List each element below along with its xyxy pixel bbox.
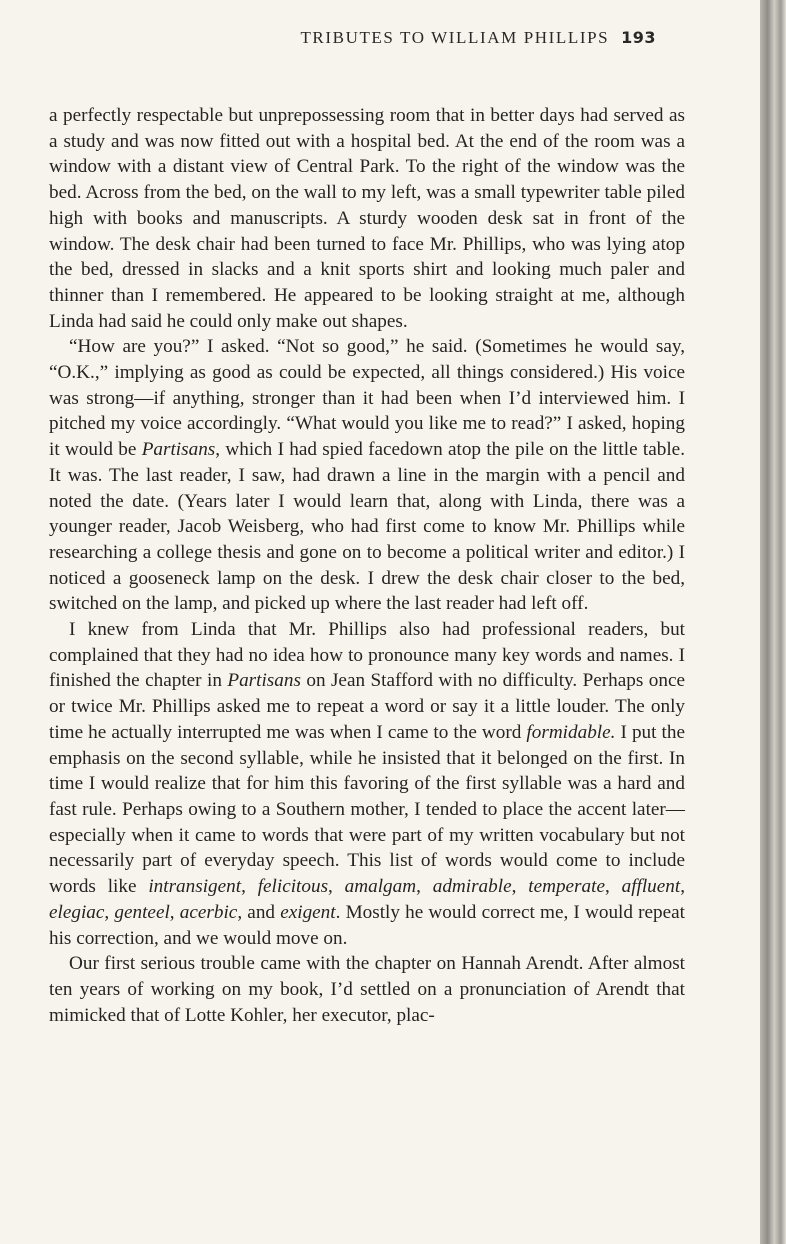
italic-text: elegiac [49, 901, 105, 923]
page-edge [760, 0, 786, 1244]
italic-text: temperate [528, 876, 605, 898]
running-title: TRIBUTES TO WILLIAM PHILLIPS [300, 28, 610, 47]
italic-text: felicitous [257, 876, 329, 898]
paragraph [49, 617, 685, 951]
italic-text: amalgam [344, 876, 417, 898]
text-segment: , which I had spied facedown atop the pile on the little table. It was. The last reader, I saw, had drawn a line in the margin with a pencil and noted the date. (Years later I would learn that, along with Linda, there was a younger reader, Jacob Weisberg, who had first come to know Mr. Phillips while researching a college thesis and gone on to become a political writer and editor.) I noticed a gooseneck lamp on the desk. I drew the desk chair closer to the bed, switched on the lamp, and picked up where the last reader had left off. [49, 439, 685, 615]
running-head [300, 28, 656, 48]
text-segment: . Mostly he would correct me, I would repeat his correction, and we would move on. [49, 901, 686, 949]
italic-text: genteel [114, 901, 170, 923]
text-segment: , [680, 876, 686, 898]
italic-text: admirable [432, 876, 512, 898]
text-segment: , [328, 876, 345, 898]
italic-text: acerbic [179, 901, 238, 923]
italic-text: affluent [621, 876, 681, 898]
text-segment: , [169, 901, 180, 923]
text-segment: a perfectly respectable but unprepossessing room that in better days had served as a study and was now fitted out with a hospital bed. At the end of the room was a window with a distant view of Central Park. To the right of the window was the bed. Across from the bed, on the wall to my left, was a small typewriter table piled high with books and manuscripts. A sturdy wooden desk sat in front of the window. The desk chair had been turned to face Mr. Phillips, who was lying atop the bed, dressed in slacks and a knit sports shirt and looking much paler and thinner than I remembered. He appeared to be looking straight at me, although Linda had said he could only make out shapes. [49, 105, 685, 332]
italic-text: formidable. [526, 721, 616, 743]
text-segment: on Jean Stafford with no difficulty. Perhaps once or twice Mr. Phillips asked me to repeat a word or say it a little louder. The only time he actually interrupted me was when I came to the word [49, 670, 685, 743]
text-segment: I knew from Linda that Mr. Phillips also had professional readers, but complained that they had no idea how to pronounce many key words and names. I finished the chapter in [49, 619, 685, 692]
paragraph [49, 103, 685, 334]
italic-text: Partisans [141, 439, 216, 461]
text-segment: , [416, 876, 433, 898]
text-segment: , [604, 876, 622, 898]
paragraph [49, 951, 685, 1028]
paragraph [49, 334, 685, 617]
text-segment: Our first serious trouble came with the chapter on Hannah Arendt. After almost ten years of working on my book, I’d settled on a pronunciation of Arendt that mimicked that of Lotte Kohler, her executor, plac- [49, 953, 685, 1026]
text-segment: “How are you?” I asked. “Not so good,” he said. (Sometimes he would say, “O.K.,” implying as good as could be expected, all things considered.) His voice was strong—if anything, stronger than it had been when I’d interviewed him. I pitched my voice accordingly. “What would you like me to read?” I asked, hoping it would be [49, 336, 685, 461]
text-segment: I put the emphasis on the second syllable, while he insisted that it belonged on the first. In time I would realize that for him this favoring of the first syllable was a hard and fast rule. Perhaps owing to a Southern mother, I tended to place the accent later—especially when it came to words that were part of my written vocabulary but not necessarily part of everyday speech. This list of words would come to include words like [49, 721, 685, 898]
text-segment: , and [237, 901, 281, 923]
italic-text: intransigent [148, 876, 242, 898]
page-number: 193 [621, 28, 656, 47]
text-segment: , [104, 901, 115, 923]
text-segment: , [241, 876, 258, 898]
body-text [49, 103, 685, 1028]
text-segment: , [511, 876, 529, 898]
italic-text: exigent [280, 901, 336, 923]
italic-text: Partisans [227, 670, 301, 692]
